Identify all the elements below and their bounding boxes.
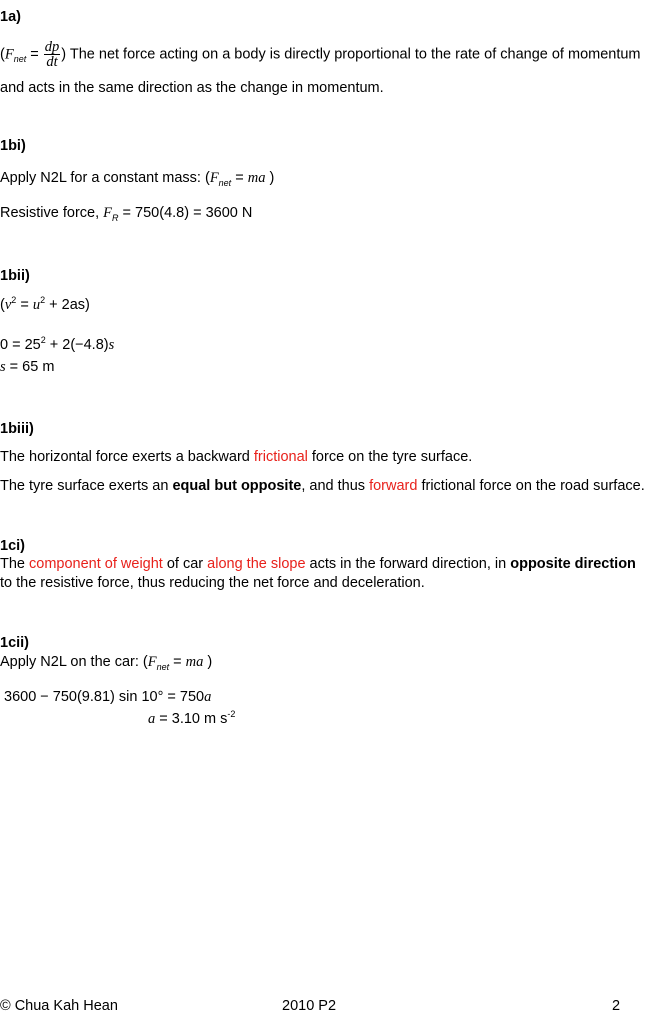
text-1biii-a: The horizontal force exerts a backward: [0, 449, 254, 465]
text-1ci-c: acts in the forward direction, in: [305, 556, 511, 572]
formula-ma-2: ma: [185, 654, 204, 670]
equation-2as: 2as): [61, 297, 90, 313]
heading-1ci: 1ci): [0, 538, 25, 554]
text-1biii-d: , and thus: [301, 478, 370, 494]
text-1ci-a: The: [0, 556, 30, 572]
equation-1cii-result: [148, 711, 235, 728]
heading-1biii: 1biii): [0, 421, 34, 437]
watermark: [285, 248, 302, 303]
text-1a-definition: The net force acting on a body is directly proportional to the rate of change of momentum: [66, 46, 641, 63]
footer-author: © Chua Kah Hean: [0, 998, 118, 1014]
text-1ci-line1: [0, 556, 636, 572]
text-1a-line2: and acts in the same direction as the change in momentum.: [0, 80, 384, 96]
highlight-component-weight: component of weight: [29, 556, 163, 572]
bold-equal-opposite: equal but opposite: [172, 478, 302, 494]
var-s: s: [0, 359, 6, 375]
heading-1bi: 1bi): [0, 138, 26, 154]
text-1biii-line2: [0, 478, 645, 494]
equation-zero: 0 = 25: [0, 337, 41, 353]
bold-opposite-direction: opposite direction: [510, 556, 636, 572]
equation-1bii-kinematic: $(v^2 = u^2 + 2as)$: [0, 295, 90, 313]
fraction-denominator: dt: [46, 54, 58, 70]
exponent-neg2: -2: [227, 709, 236, 719]
text-1a-line1: ($F_{net}$ = $\frac{dp}{dt}$ ) The net force acting on a body is directly proportional to the rate of change of momentum: [0, 39, 641, 70]
equation-forces: 3600 − 750(9.81) sin 10° = 750: [4, 689, 205, 705]
text-1cii-n2l: Apply N2L on the car: (: [0, 654, 148, 670]
text-1bi-line2: Resistive force, $F_R = 750(4.8) = 3600$ N: [0, 205, 253, 223]
equation-1bii-sub: $0 = 25^2 + 2(-4.8)s$: [0, 335, 115, 353]
footer-page-number: 2: [612, 998, 621, 1014]
highlight-frictional: frictional: [253, 449, 308, 465]
formula-F: F: [4, 46, 14, 63]
result-a: = 3.10 m s: [155, 711, 228, 727]
text-1bi-resistive: Resistive force,: [0, 205, 104, 221]
heading-1bii: 1bii): [0, 268, 30, 284]
highlight-along-slope: along the slope: [207, 556, 306, 572]
equation-accel: + 2(−4.8): [45, 337, 109, 353]
text-1ci-line2: to the resistive force, thus reducing the net force and deceleration.: [0, 575, 425, 591]
var-a-2: a: [148, 711, 156, 727]
fraction-dp-dt: [44, 40, 61, 69]
formula-ma: ma: [247, 170, 266, 186]
fraction-numerator: dp: [44, 39, 60, 55]
heading-1a: 1a): [0, 9, 21, 25]
text-1cii-line1: Apply N2L on the car: ($F_{net}$ = ma ): [0, 654, 213, 672]
text-1biii-c: The tyre surface exerts an: [0, 478, 173, 494]
equation-1cii-forces: [4, 689, 211, 706]
text-1bi-line1: Apply N2L for a constant mass: ($F_{net}$ = ma ): [0, 170, 275, 188]
heading-1cii: 1cii): [0, 635, 30, 651]
formula-sub-net: net: [13, 54, 27, 65]
text-1biii-e: frictional force on the road surface.: [417, 478, 645, 494]
text-1biii-line1: [0, 449, 472, 465]
text-1bi-n2l: Apply N2L for a constant mass: (: [0, 170, 210, 186]
var-a: a: [204, 689, 212, 705]
text-1biii-b: force on the tyre surface.: [307, 449, 473, 465]
result-s: = 65 m: [5, 359, 55, 375]
equation-1bii-result: [0, 359, 54, 376]
text-1ci-b: of car: [162, 556, 208, 572]
footer-paper: 2010 P2: [282, 998, 337, 1014]
formula-resistive: = 750(4.8) = 3600 N: [122, 205, 253, 221]
highlight-forward: forward: [369, 478, 418, 494]
